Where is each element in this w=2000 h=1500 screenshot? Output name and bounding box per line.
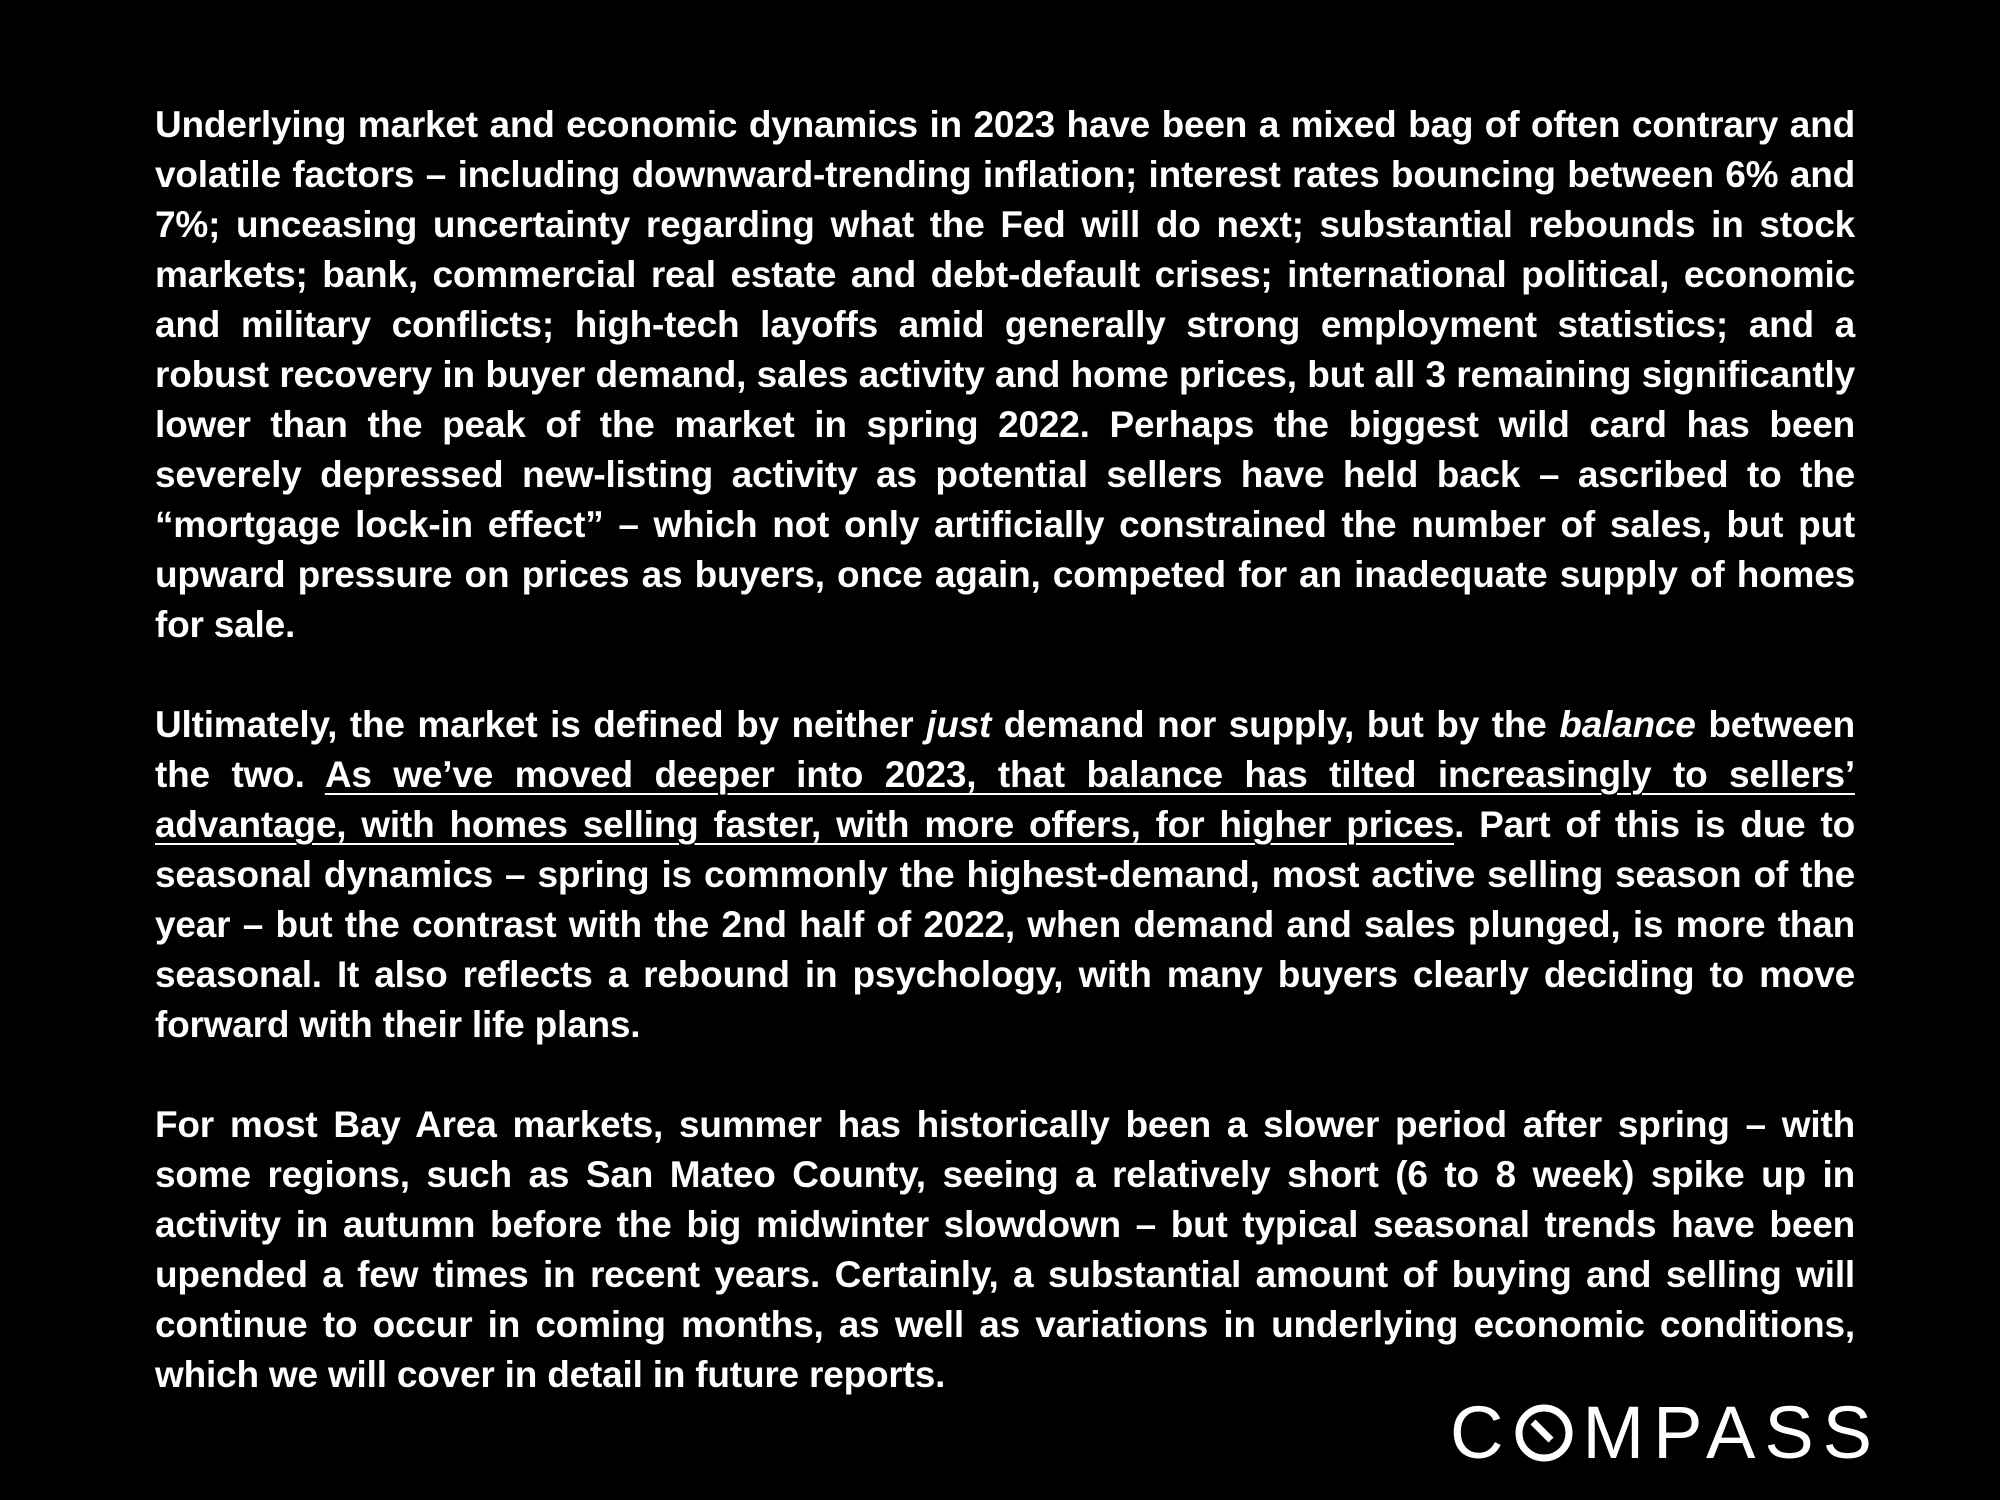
balance-text-part-3: between the two. — [155, 704, 1855, 795]
logo-letter-c: C — [1450, 1390, 1513, 1474]
compass-o-icon — [1515, 1404, 1573, 1462]
paragraph-seasonal-trends: For most Bay Area markets, summer has historically been a slower period after spring – with some regions, such as San Mateo County, seeing a relatively short (6 to 8 week) spike up in activity in autumn before the big midwinter slowdown – but typical seasonal trends have been upended a few times in recent years. Certainly, a substantial amount of buying and selling will continue to occur in coming months, as well as variations in underlying economic conditions, which we will cover in detail in future reports. — [155, 1104, 1855, 1395]
body-text — [155, 100, 1855, 1400]
compass-logo — [1450, 1390, 1882, 1474]
balance-underlined-statement: As we’ve moved deeper into 2023, that balance has tilted increasingly to sellers’ advantage, with homes selling faster, with more offers, for higher prices — [155, 754, 1855, 845]
paragraph-market-dynamics: Underlying market and economic dynamics in 2023 have been a mixed bag of often contrary and volatile factors – including downward-trending inflation; interest rates bouncing between 6% and 7%; unceasing uncertainty regarding what the Fed will do next; substantial rebounds in stock markets; bank, commercial real estate and debt-default crises; international political, economic and military conflicts; high-tech layoffs amid generally strong employment statistics; and a robust recovery in buyer demand, sales activity and home prices, but all 3 remaining significantly lower than the peak of the market in spring 2022. Perhaps the biggest wild card has been severely depressed new-listing activity as potential sellers have held back – ascribed to the “mortgage lock-in effect” – which not only artificially constrained the number of sales, but put upward pressure on prices as buyers, once again, competed for an inadequate supply of homes for sale. — [155, 104, 1855, 645]
paragraph-market-balance — [155, 700, 1855, 1050]
balance-text-part-4: . Part of this is due to seasonal dynamics – spring is commonly the highest-demand, most active selling season of the year – but the contrast with the 2nd half of 2022, when demand and sales plunged, is more than seasonal. It also reflects a rebound in psychology, with many buyers clearly deciding to move forward with their life plans. — [155, 804, 1855, 1045]
balance-text-part-2: demand nor supply, but by the — [991, 704, 1560, 745]
balance-italic-just: just — [926, 704, 992, 745]
logo-letters-mpass: MPASS — [1582, 1390, 1882, 1474]
balance-text-part-1: Ultimately, the market is defined by neither — [155, 704, 927, 745]
balance-italic-balance: balance — [1559, 704, 1696, 745]
